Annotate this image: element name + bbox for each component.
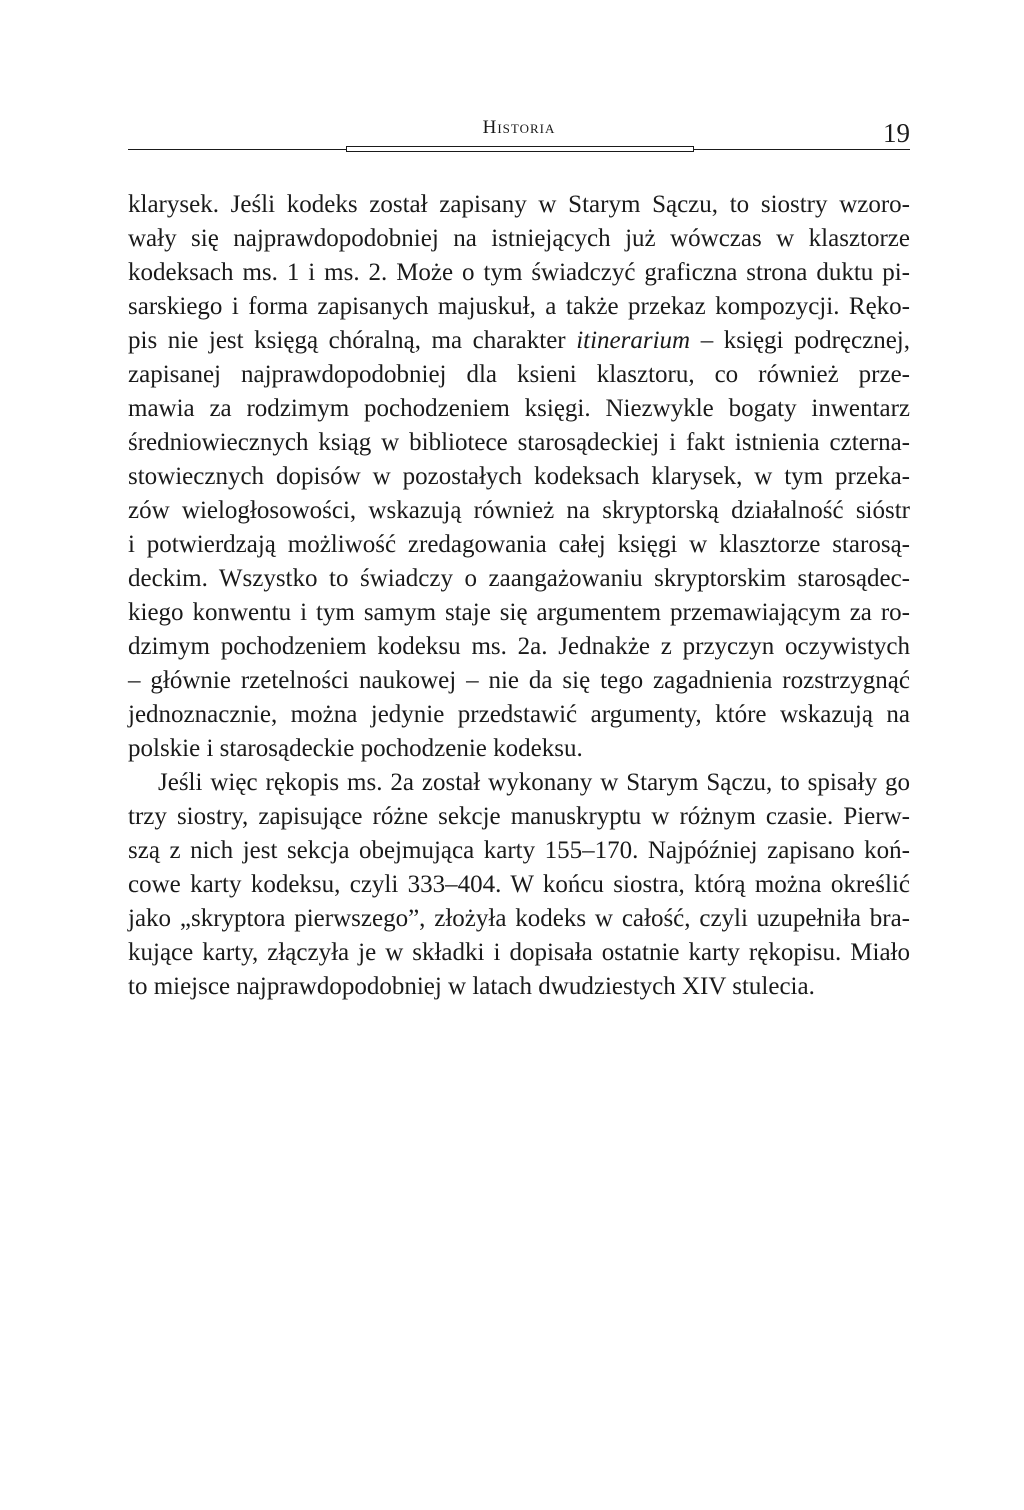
text-line: cowe karty kodeksu, czyli 333–404. W końcu siostra, którą można określić bbox=[128, 871, 910, 898]
text-line: jako „skryptora pierwszego”, złożyła kodeks w całość, czyli uzupełniła bra- bbox=[128, 905, 910, 932]
text-line: deckim. Wszystko to świadczy o zaangażowaniu skryptorskim starosądec- bbox=[128, 565, 910, 592]
text-line: zapisanej najprawdopodobniej dla ksieni klasztoru, co również prze- bbox=[128, 361, 910, 388]
running-head bbox=[128, 116, 910, 160]
text-line: Jeśli więc rękopis ms. 2a został wykonany w Starym Sączu, to spisały go bbox=[158, 769, 910, 796]
text-line: kiego konwentu i tym samym staje się argumentem przemawiającym za ro- bbox=[128, 599, 910, 626]
page-number: 19 bbox=[883, 118, 910, 148]
text-line: średniowiecznych ksiąg w bibliotece starosądeckiej i fakt istnienia czterna- bbox=[128, 429, 910, 456]
text-line: polskie i starosądeckie pochodzenie kodeksu. bbox=[128, 735, 583, 762]
text-line: dzimym pochodzeniem kodeksu ms. 2a. Jednakże z przyczyn oczywistych bbox=[128, 633, 910, 660]
text-line: kujące karty, złączyła je w składki i dopisała ostatnie karty rękopisu. Miało bbox=[128, 939, 910, 966]
text-line: wały się najprawdopodobniej na istniejących już wówczas w klasztorze bbox=[128, 225, 910, 252]
running-head-title: Historia bbox=[482, 117, 556, 138]
text-line: mawia za rodzimym pochodzeniem księgi. Niezwykle bogaty inwentarz bbox=[128, 395, 910, 422]
text-line: kodeksach ms. 1 i ms. 2. Może o tym świadczyć graficzna strona duktu pi- bbox=[128, 259, 910, 286]
text-line: stowiecznych dopisów w pozostałych kodeksach klarysek, w tym przeka- bbox=[128, 463, 910, 490]
body-text bbox=[128, 188, 910, 1004]
text-line: pis nie jest księgą chóralną, ma charakter itinerarium – księgi podręcznej, bbox=[128, 327, 910, 354]
text-line: szą z nich jest sekcja obejmująca karty 155–170. Najpóźniej zapisano koń- bbox=[128, 837, 910, 864]
text-line: i potwierdzają możliwość zredagowania całej księgi w klasztorze starosą- bbox=[128, 531, 910, 558]
text-line: to miejsce najprawdopodobniej w latach dwudziestych XIV stulecia. bbox=[128, 973, 815, 1000]
header-rule-ornament bbox=[346, 146, 694, 152]
text-line: jednoznacznie, można jedynie przedstawić argumenty, które wskazują na bbox=[128, 701, 910, 728]
text-line: – głównie rzetelności naukowej – nie da się tego zagadnienia rozstrzygnąć bbox=[128, 667, 910, 694]
text-line: sarskiego i forma zapisanych majuskuł, a także przekaz kompozycji. Ręko- bbox=[128, 293, 910, 320]
text-line: trzy siostry, zapisujące różne sekcje manuskryptu w różnym czasie. Pierw- bbox=[128, 803, 910, 830]
text-line: klarysek. Jeśli kodeks został zapisany w Starym Sączu, to siostry wzoro- bbox=[128, 191, 910, 218]
italic-term: itinerarium bbox=[576, 327, 691, 354]
text-line: zów wielogłosowości, wskazują również na skryptorską działalność sióstr bbox=[128, 497, 910, 524]
paragraph-1 bbox=[128, 188, 910, 766]
paragraph-2 bbox=[128, 766, 910, 1004]
